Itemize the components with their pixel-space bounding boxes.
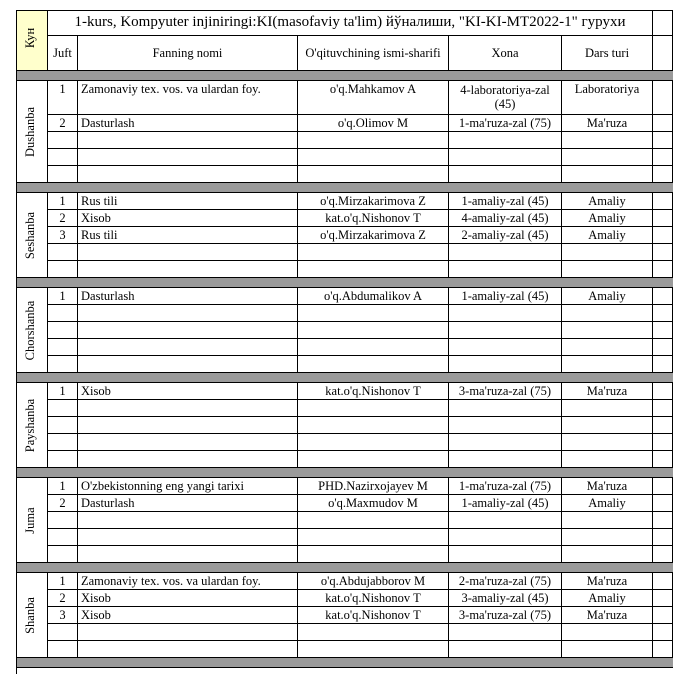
lesson-teacher: o'q.Maxmudov M bbox=[298, 495, 449, 512]
empty-cell bbox=[298, 166, 449, 183]
lesson-fan: Xisob bbox=[78, 210, 298, 227]
empty-cell bbox=[449, 322, 562, 339]
lesson-teacher: o'q.Abdujabborov M bbox=[298, 573, 449, 590]
empty-cell bbox=[449, 417, 562, 434]
extra-cell bbox=[653, 529, 673, 546]
empty-cell bbox=[48, 339, 78, 356]
lesson-type: Ma'ruza bbox=[562, 383, 653, 400]
day-label-cell bbox=[16, 573, 48, 658]
empty-cell bbox=[298, 434, 449, 451]
empty-cell bbox=[78, 166, 298, 183]
empty-cell bbox=[78, 400, 298, 417]
empty-cell bbox=[449, 529, 562, 546]
empty-cell bbox=[48, 149, 78, 166]
empty-cell bbox=[298, 546, 449, 563]
lesson-teacher: kat.o'q.Nishonov T bbox=[298, 210, 449, 227]
extra-cell bbox=[653, 244, 673, 261]
empty-cell bbox=[449, 546, 562, 563]
extra-cell bbox=[653, 495, 673, 512]
empty-cell bbox=[78, 356, 298, 373]
lesson-juft: 1 bbox=[48, 478, 78, 495]
empty-cell bbox=[78, 641, 298, 658]
empty-cell bbox=[48, 434, 78, 451]
empty-cell bbox=[562, 512, 653, 529]
empty-cell bbox=[298, 132, 449, 149]
lesson-juft: 1 bbox=[48, 383, 78, 400]
extra-cell bbox=[653, 166, 673, 183]
lesson-teacher: kat.o'q.Nishonov T bbox=[298, 607, 449, 624]
extra-cell bbox=[653, 641, 673, 658]
lesson-fan: Xisob bbox=[78, 383, 298, 400]
empty-cell bbox=[449, 641, 562, 658]
extra-cell bbox=[653, 288, 673, 305]
empty-cell bbox=[449, 166, 562, 183]
empty-cell bbox=[562, 339, 653, 356]
empty-cell bbox=[562, 305, 653, 322]
lesson-room: 4-laboratoriya-zal (45) bbox=[449, 81, 562, 115]
empty-cell bbox=[48, 166, 78, 183]
lesson-juft: 1 bbox=[48, 288, 78, 305]
empty-cell bbox=[562, 400, 653, 417]
empty-cell bbox=[449, 261, 562, 278]
extra-cell bbox=[653, 305, 673, 322]
extra-cell bbox=[653, 227, 673, 244]
lesson-type: Amaliy bbox=[562, 495, 653, 512]
timetable-sheet bbox=[16, 10, 673, 674]
empty-cell bbox=[298, 339, 449, 356]
empty-cell bbox=[298, 451, 449, 468]
empty-cell bbox=[48, 261, 78, 278]
empty-cell bbox=[298, 400, 449, 417]
day-label-cell bbox=[16, 478, 48, 563]
empty-cell bbox=[449, 400, 562, 417]
lesson-juft: 3 bbox=[48, 227, 78, 244]
header-fan: Fanning nomi bbox=[78, 36, 298, 71]
empty-cell bbox=[562, 244, 653, 261]
empty-cell bbox=[48, 529, 78, 546]
empty-cell bbox=[449, 451, 562, 468]
lesson-room: 3-ma'ruza-zal (75) bbox=[449, 607, 562, 624]
lesson-fan: Xisob bbox=[78, 590, 298, 607]
lesson-teacher: o'q.Olimov M bbox=[298, 115, 449, 132]
empty-cell bbox=[48, 641, 78, 658]
lesson-teacher: o'q.Abdumalikov A bbox=[298, 288, 449, 305]
lesson-room: 3-amaliy-zal (45) bbox=[449, 590, 562, 607]
empty-cell bbox=[449, 132, 562, 149]
empty-cell bbox=[562, 434, 653, 451]
day-separator bbox=[16, 563, 673, 573]
lesson-juft: 1 bbox=[48, 193, 78, 210]
lesson-juft: 2 bbox=[48, 590, 78, 607]
empty-cell bbox=[449, 434, 562, 451]
empty-cell bbox=[48, 546, 78, 563]
lesson-fan: Dasturlash bbox=[78, 495, 298, 512]
empty-cell bbox=[562, 641, 653, 658]
empty-cell bbox=[78, 244, 298, 261]
lesson-room: 2-amaliy-zal (45) bbox=[449, 227, 562, 244]
empty-cell bbox=[298, 529, 449, 546]
lesson-type: Amaliy bbox=[562, 210, 653, 227]
corner-label: Кун bbox=[23, 27, 37, 49]
extra-cell bbox=[653, 624, 673, 641]
empty-cell bbox=[449, 339, 562, 356]
lesson-type: Amaliy bbox=[562, 590, 653, 607]
extra-cell bbox=[653, 339, 673, 356]
lesson-fan: Dasturlash bbox=[78, 288, 298, 305]
day-name: Seshanba bbox=[23, 211, 37, 260]
extra-cell bbox=[653, 115, 673, 132]
extra-cell bbox=[653, 546, 673, 563]
empty-cell bbox=[298, 417, 449, 434]
empty-cell bbox=[48, 132, 78, 149]
empty-cell bbox=[78, 149, 298, 166]
empty-cell bbox=[78, 132, 298, 149]
day-name: Payshanba bbox=[23, 398, 37, 453]
corner-cell bbox=[16, 10, 48, 71]
extra-cell bbox=[653, 81, 673, 115]
lesson-room: 1-ma'ruza-zal (75) bbox=[449, 115, 562, 132]
empty-cell bbox=[48, 417, 78, 434]
empty-cell bbox=[562, 322, 653, 339]
lesson-fan: Dasturlash bbox=[78, 115, 298, 132]
empty-cell bbox=[562, 529, 653, 546]
empty-cell bbox=[298, 261, 449, 278]
empty-cell bbox=[298, 356, 449, 373]
extra-cell bbox=[653, 478, 673, 495]
empty-cell bbox=[449, 624, 562, 641]
extra-cell bbox=[653, 607, 673, 624]
extra-cell bbox=[653, 590, 673, 607]
empty-cell bbox=[449, 356, 562, 373]
empty-cell bbox=[449, 149, 562, 166]
lesson-teacher: o'q.Mahkamov A bbox=[298, 81, 449, 115]
lesson-fan: Rus tili bbox=[78, 193, 298, 210]
header-type: Dars turi bbox=[562, 36, 653, 71]
empty-cell bbox=[48, 451, 78, 468]
lesson-fan: Xisob bbox=[78, 607, 298, 624]
empty-cell bbox=[298, 149, 449, 166]
extra-cell bbox=[653, 512, 673, 529]
header-extra-cell bbox=[653, 36, 673, 71]
extra-cell bbox=[653, 322, 673, 339]
empty-cell bbox=[78, 339, 298, 356]
day-name: Juma bbox=[23, 507, 37, 534]
empty-cell bbox=[48, 400, 78, 417]
empty-cell bbox=[78, 546, 298, 563]
empty-cell bbox=[78, 624, 298, 641]
lesson-type: Ma'ruza bbox=[562, 607, 653, 624]
empty-cell bbox=[78, 261, 298, 278]
lesson-juft: 2 bbox=[48, 115, 78, 132]
empty-cell bbox=[298, 305, 449, 322]
lesson-type: Ma'ruza bbox=[562, 115, 653, 132]
day-name: Shanba bbox=[23, 597, 37, 634]
empty-cell bbox=[562, 261, 653, 278]
extra-cell bbox=[653, 417, 673, 434]
lesson-type: Amaliy bbox=[562, 288, 653, 305]
lesson-juft: 2 bbox=[48, 495, 78, 512]
empty-cell bbox=[48, 512, 78, 529]
lesson-room: 1-amaliy-zal (45) bbox=[449, 495, 562, 512]
empty-cell bbox=[298, 512, 449, 529]
lesson-teacher: PHD.Nazirxojayev M bbox=[298, 478, 449, 495]
header-teacher: O'qituvchining ismi-sharifi bbox=[298, 36, 449, 71]
empty-cell bbox=[78, 417, 298, 434]
lesson-teacher: kat.o'q.Nishonov T bbox=[298, 383, 449, 400]
lesson-fan: Rus tili bbox=[78, 227, 298, 244]
day-label-cell bbox=[16, 383, 48, 468]
empty-cell bbox=[562, 624, 653, 641]
lesson-juft: 1 bbox=[48, 573, 78, 590]
day-separator bbox=[16, 373, 673, 383]
lesson-juft: 2 bbox=[48, 210, 78, 227]
lesson-type: Ma'ruza bbox=[562, 573, 653, 590]
extra-cell bbox=[653, 434, 673, 451]
empty-cell bbox=[78, 451, 298, 468]
page-title: 1-kurs, Kompyuter injiniringi:KI(masofaviy ta'lim) йўналиши, "KI-KI-MT2022-1" гурухи bbox=[48, 10, 653, 36]
day-separator bbox=[16, 278, 673, 288]
lesson-juft: 1 bbox=[48, 81, 78, 115]
empty-cell bbox=[78, 322, 298, 339]
empty-cell bbox=[562, 417, 653, 434]
empty-cell bbox=[48, 322, 78, 339]
lesson-teacher: kat.o'q.Nishonov T bbox=[298, 590, 449, 607]
empty-cell bbox=[562, 132, 653, 149]
empty-cell bbox=[562, 356, 653, 373]
lesson-type: Laboratoriya bbox=[562, 81, 653, 115]
empty-cell bbox=[78, 529, 298, 546]
lesson-room: 1-ma'ruza-zal (75) bbox=[449, 478, 562, 495]
day-label-cell bbox=[16, 193, 48, 278]
lesson-type: Amaliy bbox=[562, 193, 653, 210]
empty-cell bbox=[562, 546, 653, 563]
extra-cell bbox=[653, 210, 673, 227]
lesson-room: 1-amaliy-zal (45) bbox=[449, 193, 562, 210]
empty-cell bbox=[449, 305, 562, 322]
empty-cell bbox=[298, 244, 449, 261]
lesson-fan: Zamonaviy tex. vos. va ulardan foy. bbox=[78, 81, 298, 115]
extra-cell bbox=[653, 261, 673, 278]
empty-cell bbox=[78, 512, 298, 529]
lesson-room: 3-ma'ruza-zal (75) bbox=[449, 383, 562, 400]
empty-cell bbox=[298, 624, 449, 641]
lesson-type: Amaliy bbox=[562, 227, 653, 244]
empty-cell bbox=[78, 434, 298, 451]
empty-cell bbox=[48, 305, 78, 322]
extra-cell bbox=[653, 400, 673, 417]
empty-cell bbox=[298, 641, 449, 658]
day-name: Chorshanba bbox=[23, 300, 37, 361]
lesson-type: Ma'ruza bbox=[562, 478, 653, 495]
lesson-teacher: o'q.Mirzakarimova Z bbox=[298, 193, 449, 210]
day-name: Dushanba bbox=[23, 107, 37, 157]
extra-cell bbox=[653, 356, 673, 373]
lesson-fan: Zamonaviy tex. vos. va ulardan foy. bbox=[78, 573, 298, 590]
lesson-room: 1-amaliy-zal (45) bbox=[449, 288, 562, 305]
empty-cell bbox=[562, 166, 653, 183]
lesson-room: 2-ma'ruza-zal (75) bbox=[449, 573, 562, 590]
day-label-cell bbox=[16, 288, 48, 373]
extra-cell bbox=[653, 451, 673, 468]
lesson-room: 4-amaliy-zal (45) bbox=[449, 210, 562, 227]
extra-cell bbox=[653, 383, 673, 400]
empty-cell bbox=[562, 451, 653, 468]
empty-cell bbox=[48, 624, 78, 641]
empty-cell bbox=[48, 356, 78, 373]
extra-cell bbox=[653, 573, 673, 590]
empty-cell bbox=[48, 244, 78, 261]
empty-cell bbox=[298, 322, 449, 339]
day-separator bbox=[16, 183, 673, 193]
bottom-separator bbox=[16, 658, 673, 668]
extra-cell bbox=[653, 193, 673, 210]
extra-cell bbox=[653, 149, 673, 166]
extra-cell bbox=[653, 132, 673, 149]
empty-cell bbox=[449, 512, 562, 529]
empty-cell bbox=[449, 244, 562, 261]
lesson-teacher: o'q.Mirzakarimova Z bbox=[298, 227, 449, 244]
title-extra-cell bbox=[653, 10, 673, 36]
lesson-juft: 3 bbox=[48, 607, 78, 624]
empty-cell bbox=[562, 149, 653, 166]
header-juft: Juft bbox=[48, 36, 78, 71]
day-separator bbox=[16, 71, 673, 81]
day-label-cell bbox=[16, 81, 48, 183]
day-separator bbox=[16, 468, 673, 478]
empty-cell bbox=[78, 305, 298, 322]
lesson-fan: O'zbekistonning eng yangi tarixi bbox=[78, 478, 298, 495]
header-room: Xona bbox=[449, 36, 562, 71]
